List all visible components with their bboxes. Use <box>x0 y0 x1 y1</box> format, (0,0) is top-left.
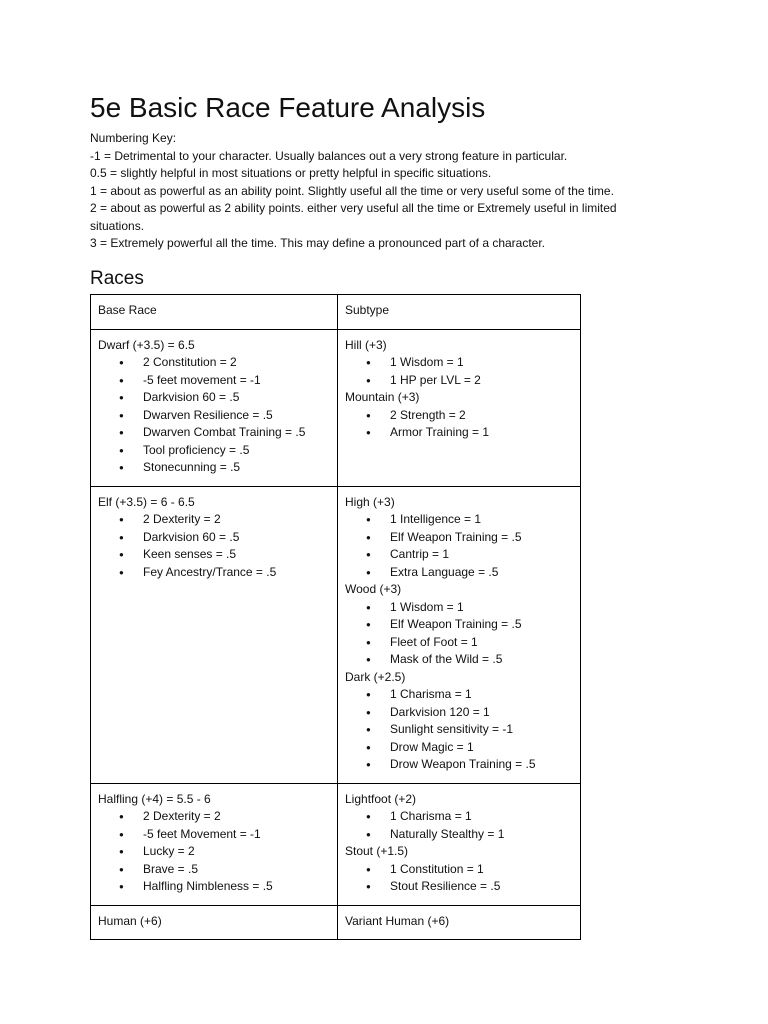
numbering-key-line: 0.5 = slightly helpful in most situations or pretty helpful in specific situations. <box>90 166 492 180</box>
table-header-row <box>91 295 581 330</box>
feature-list <box>345 599 573 669</box>
table-row <box>91 329 581 486</box>
feature-item: ● Drow Weapon Training = .5 <box>345 756 573 774</box>
document-title: 5e Basic Race Feature Analysis <box>90 92 486 123</box>
feature-item: ● Naturally Stealthy = 1 <box>345 826 573 844</box>
feature-item: ● Stout Resilience = .5 <box>345 878 573 896</box>
feature-item: ● Dwarven Resilience = .5 <box>98 407 330 425</box>
feature-item: ● 1 Wisdom = 1 <box>345 599 573 617</box>
race-label: Variant Human (+6) <box>345 913 450 928</box>
feature-item: ● Drow Magic = 1 <box>345 739 573 757</box>
feature-item: ● -5 feet movement = -1 <box>98 372 330 390</box>
feature-item: ● 2 Dexterity = 2 <box>98 808 330 826</box>
column-header-base-race: Base Race <box>91 295 338 330</box>
race-label: Human (+6) <box>98 913 162 928</box>
feature-item: ● Cantrip = 1 <box>345 546 573 564</box>
feature-list <box>345 511 573 581</box>
race-label: Hill (+3) <box>345 337 387 352</box>
base-race-cell <box>91 486 338 783</box>
race-label: Dwarf (+3.5) = 6.5 <box>98 337 195 352</box>
feature-item: ● Fleet of Foot = 1 <box>345 634 573 652</box>
race-label: Mountain (+3) <box>345 390 420 404</box>
feature-item: ● Dwarven Combat Training = .5 <box>98 424 330 442</box>
feature-list <box>345 407 573 442</box>
feature-list <box>98 808 330 896</box>
feature-item: ● 1 Wisdom = 1 <box>345 354 573 372</box>
race-label: Lightfoot (+2) <box>345 791 417 806</box>
feature-item: ● Tool proficiency = .5 <box>98 442 330 460</box>
race-label: Wood (+3) <box>345 582 402 596</box>
column-header-subtype: Subtype <box>338 295 581 330</box>
subtype-cell <box>338 783 581 905</box>
feature-item: ● 1 Charisma = 1 <box>345 808 573 826</box>
feature-item: ● Armor Training = 1 <box>345 424 573 442</box>
feature-item: ● Brave = .5 <box>98 861 330 879</box>
race-label: Halfling (+4) = 5.5 - 6 <box>98 791 211 806</box>
feature-item: ● Sunlight sensitivity = -1 <box>345 721 573 739</box>
table-row <box>91 486 581 783</box>
subtype-cell <box>338 329 581 486</box>
feature-list <box>98 354 330 477</box>
feature-item: ● 2 Dexterity = 2 <box>98 511 330 529</box>
feature-list <box>345 354 573 389</box>
feature-item: ● 1 HP per LVL = 2 <box>345 372 573 390</box>
feature-item: ● Darkvision 60 = .5 <box>98 529 330 547</box>
feature-item: ● 1 Constitution = 1 <box>345 861 573 879</box>
table-row <box>91 783 581 905</box>
race-label: Stout (+1.5) <box>345 844 409 858</box>
numbering-key <box>90 130 650 253</box>
numbering-key-line: -1 = Detrimental to your character. Usually balances out a very strong feature in particular. <box>90 148 568 163</box>
table-row <box>91 905 581 940</box>
races-heading: Races <box>90 268 144 289</box>
feature-item: ● -5 feet Movement = -1 <box>98 826 330 844</box>
numbering-key-line: 3 = Extremely powerful all the time. This may define a pronounced part of a character. <box>90 236 546 250</box>
feature-item: ● 1 Charisma = 1 <box>345 686 573 704</box>
base-race-cell <box>91 329 338 486</box>
base-race-cell <box>91 783 338 905</box>
feature-list <box>345 686 573 774</box>
subtype-cell <box>338 486 581 783</box>
feature-item: ● 2 Strength = 2 <box>345 407 573 425</box>
feature-item: ● Fey Ancestry/Trance = .5 <box>98 564 330 582</box>
feature-item: ● Lucky = 2 <box>98 843 330 861</box>
feature-item: ● Keen senses = .5 <box>98 546 330 564</box>
feature-list <box>345 861 573 896</box>
feature-item: ● Halfling Nimbleness = .5 <box>98 878 330 896</box>
feature-item: ● Darkvision 60 = .5 <box>98 389 330 407</box>
numbering-key-heading: Numbering Key: <box>90 131 177 145</box>
subtype-cell <box>338 905 581 940</box>
numbering-key-line: 2 = about as powerful as 2 ability points. either very useful all the time or Extremely useful in limited situations. <box>90 201 617 233</box>
feature-item: ● Elf Weapon Training = .5 <box>345 616 573 634</box>
races-table <box>90 294 581 940</box>
feature-list <box>98 511 330 581</box>
feature-item: ● Darkvision 120 = 1 <box>345 704 573 722</box>
feature-list <box>345 808 573 843</box>
race-label: Dark (+2.5) <box>345 669 406 684</box>
feature-item: ● Elf Weapon Training = .5 <box>345 529 573 547</box>
race-label: Elf (+3.5) = 6 - 6.5 <box>98 494 195 509</box>
feature-item: ● Stonecunning = .5 <box>98 459 330 477</box>
feature-item: ● 2 Constitution = 2 <box>98 354 330 372</box>
feature-item: ● 1 Intelligence = 1 <box>345 511 573 529</box>
race-label: High (+3) <box>345 494 395 509</box>
feature-item: ● Extra Language = .5 <box>345 564 573 582</box>
numbering-key-line: 1 = about as powerful as an ability point. Slightly useful all the time or very useful some of the time. <box>90 183 614 198</box>
feature-item: ● Mask of the Wild = .5 <box>345 651 573 669</box>
base-race-cell <box>91 905 338 940</box>
